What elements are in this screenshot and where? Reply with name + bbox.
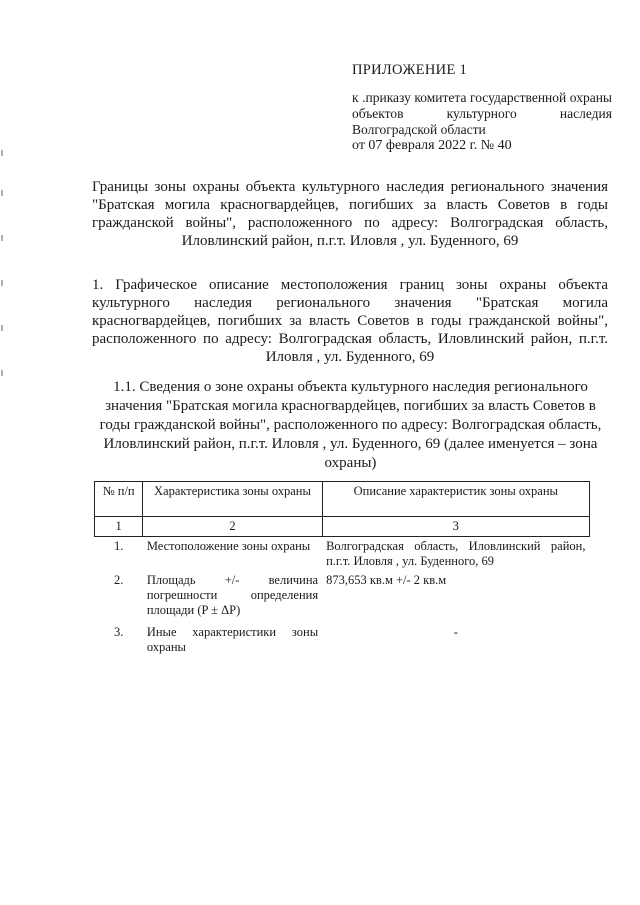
appendix-heading: ПРИЛОЖЕНИЕ 1 <box>352 62 468 78</box>
row-description: Волгоградская область, Иловлинский район, п.г.т. Иловля , ул. Буденного, 69 <box>326 539 586 568</box>
row-description: - <box>453 625 458 639</box>
table-row <box>95 623 590 657</box>
table-row <box>95 571 590 623</box>
section-1-1-paragraph: 1.1. Сведения о зоне охраны объекта культурного наследия регионального значения "Братская могила красногвардейцев, погибших за власть Советов в годы гражданской войны", расположенного по адресу: Волгоградская область, Иловлинский район, п.г.т. Иловля , ул. Буденного, 69 (далее именуется – зона охраны) <box>99 379 602 471</box>
header-characteristic: Характеристика зоны охраны <box>143 482 322 517</box>
row-characteristic: Иные характеристики зоны охраны <box>146 625 319 654</box>
table-header-row <box>95 482 590 517</box>
row-characteristic: Местоположение зоны охраны <box>146 539 311 553</box>
header-description: Описание характеристик зоны охраны <box>322 482 589 517</box>
table-row <box>95 537 590 572</box>
order-reference: к .приказу комитета государственной охраны объектов культурного наследия Волгоградской области <box>352 90 612 137</box>
scan-margin-marks <box>1 150 4 400</box>
row-number: 1. <box>113 539 124 553</box>
header-number: № п/п <box>95 482 143 517</box>
row-number: 2. <box>113 573 124 587</box>
column-number: 1 <box>95 517 143 537</box>
column-number: 3 <box>322 517 589 537</box>
row-description: 873,653 кв.м +/- 2 кв.м <box>326 573 447 587</box>
document-title: Границы зоны охраны объекта культурного наследия регионального значения "Братская могила красногвардейцев, погибших за власть Советов в годы гражданской войны", расположенного по адресу: Волгоградская область, Иловлинский район, п.г.т. Иловля , ул. Буденного, 69 <box>92 179 608 249</box>
zone-characteristics-table <box>94 481 590 657</box>
section-1-paragraph: 1. Графическое описание местоположения границ зоны охраны объекта культурного наследия регионального значения "Братская могила красногвардейцев, погибших за власть Советов в годы гражданской войны", расположенного по адресу: Волгоградская область, Иловлинский район, п.г.т. Иловля , ул. Буденного, 69 <box>92 277 608 365</box>
row-number: 3. <box>113 625 124 639</box>
row-characteristic: Площадь +/- величина погрешности определения площади (P ± ΔP) <box>146 573 319 617</box>
column-number-row <box>95 517 590 537</box>
order-date: от 07 февраля 2022 г. № 40 <box>352 138 512 153</box>
column-number: 2 <box>143 517 322 537</box>
